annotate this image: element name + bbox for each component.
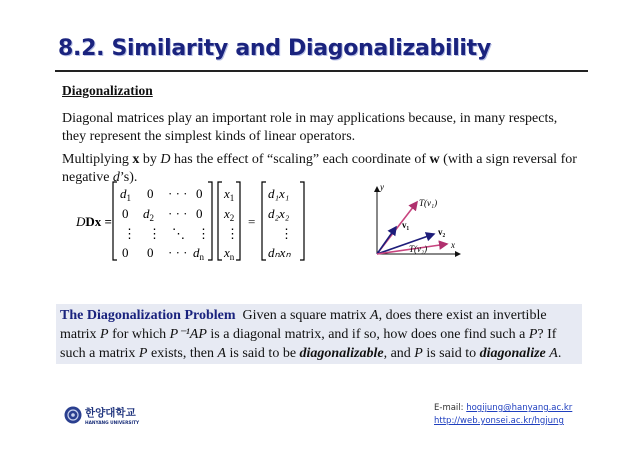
bracket-right <box>236 182 240 260</box>
problem-text: is said to be <box>226 346 300 361</box>
y-axis-label: y <box>380 182 384 192</box>
problem-text: . <box>557 346 562 361</box>
slide-title: 8.2. Similarity and Diagonalizability <box>58 36 491 61</box>
v1-label: v₁ <box>402 220 410 230</box>
var-P: P <box>138 346 148 361</box>
m44: $d_n$ <box>193 245 204 262</box>
website-link[interactable]: http://web.yonsei.ac.kr/hgjung <box>434 416 564 426</box>
r2: d₂x₂ <box>268 206 290 221</box>
bracket-left <box>262 182 266 260</box>
m31: ⋮ <box>123 226 136 241</box>
r1: d₁x₁ <box>268 186 290 201</box>
problem-text: is said to <box>422 346 480 361</box>
bracket-right <box>300 182 304 260</box>
bracket-left <box>218 182 222 260</box>
m13: · · · <box>168 186 188 201</box>
var-A: A <box>217 346 227 361</box>
problem-text: exists, then <box>147 346 218 361</box>
bracket-left <box>113 182 117 260</box>
logo-english: HANYANG UNIVERSITY <box>85 421 140 426</box>
r-dots: ⋮ <box>280 226 293 241</box>
var-A: A <box>549 346 558 361</box>
m22: $d_2$ <box>143 206 154 223</box>
problem-text: , and <box>383 346 415 361</box>
matrix-equation <box>60 178 320 264</box>
title-rule <box>55 70 588 72</box>
scaling-figure <box>368 182 468 264</box>
x-dots: ⋮ <box>226 226 239 241</box>
m41: 0 <box>122 245 129 260</box>
var-w: w <box>429 152 440 167</box>
tv1-label: T(v₁) <box>419 198 438 208</box>
problem-text: for which <box>108 327 170 342</box>
para2-text: by <box>139 152 161 167</box>
m21: 0 <box>122 206 129 221</box>
paragraph-1: Diagonal matrices play an important role in may applications because, in many respects, they represent the simplest kinds of linear operators. <box>62 111 558 144</box>
equals-sign: = <box>248 214 256 229</box>
m11: $d_1$ <box>120 186 131 203</box>
rn: dₙxₙ <box>268 245 291 260</box>
m42: 0 <box>147 245 154 260</box>
university-logo <box>64 404 164 426</box>
para2-text: has the effect of “scaling” each coordinate of <box>170 152 430 167</box>
x-axis-label: x <box>451 240 455 250</box>
email-link[interactable]: hogijung@hanyang.ac.kr <box>466 403 573 413</box>
para2-text: Multiplying <box>62 152 133 167</box>
footer-url-line <box>434 415 572 428</box>
m34: ⋮ <box>197 226 210 241</box>
bracket-right <box>208 182 212 260</box>
var-A: A <box>370 308 379 323</box>
problem-text: , does there exist an invertible matrix <box>60 308 547 342</box>
m32: ⋮ <box>148 226 161 241</box>
expr-PinvAP: P⁻¹AP <box>169 327 207 342</box>
problem-text: is a diagonal matrix, and if so, how does one find such a <box>206 327 529 342</box>
var-P: P <box>528 327 538 342</box>
var-P: P <box>414 346 423 361</box>
m12: 0 <box>147 186 154 201</box>
term-diagonalizable: diagonalizable <box>299 346 384 361</box>
v2-label: v₂ <box>438 227 446 237</box>
m24: 0 <box>196 206 203 221</box>
logo-korean: 한양대학교 <box>85 407 136 419</box>
footer-email-line <box>434 402 572 415</box>
x2: $x_2$ <box>224 206 235 223</box>
xn: $x_n$ <box>224 245 235 262</box>
problem-heading: The Diagonalization Problem <box>60 308 236 323</box>
tv2-label: T(v₂) <box>409 244 428 254</box>
email-label: E-mail: <box>434 403 467 413</box>
m43: · · · <box>168 245 188 260</box>
term-diagonalize: diagonalize <box>479 346 546 361</box>
x1: $x_1$ <box>224 186 235 203</box>
var-D: D <box>160 152 171 167</box>
problem-text: Given a square matrix <box>242 308 371 323</box>
m23: · · · <box>168 206 188 221</box>
para2-text: (with a sign reversal for negative <box>62 152 577 185</box>
var-d: d <box>112 170 120 185</box>
problem-box <box>56 304 582 364</box>
m14: 0 <box>196 186 203 201</box>
var-x: x <box>132 152 140 167</box>
footer-contact <box>434 402 572 428</box>
equation-lhs: DDx = <box>76 214 112 229</box>
m33: ⋱ <box>172 226 185 241</box>
section-heading: Diagonalization <box>62 83 153 98</box>
para2-text: ’s). <box>119 170 138 185</box>
var-P: P <box>100 327 109 342</box>
problem-text: ? If such a matrix <box>60 327 557 361</box>
